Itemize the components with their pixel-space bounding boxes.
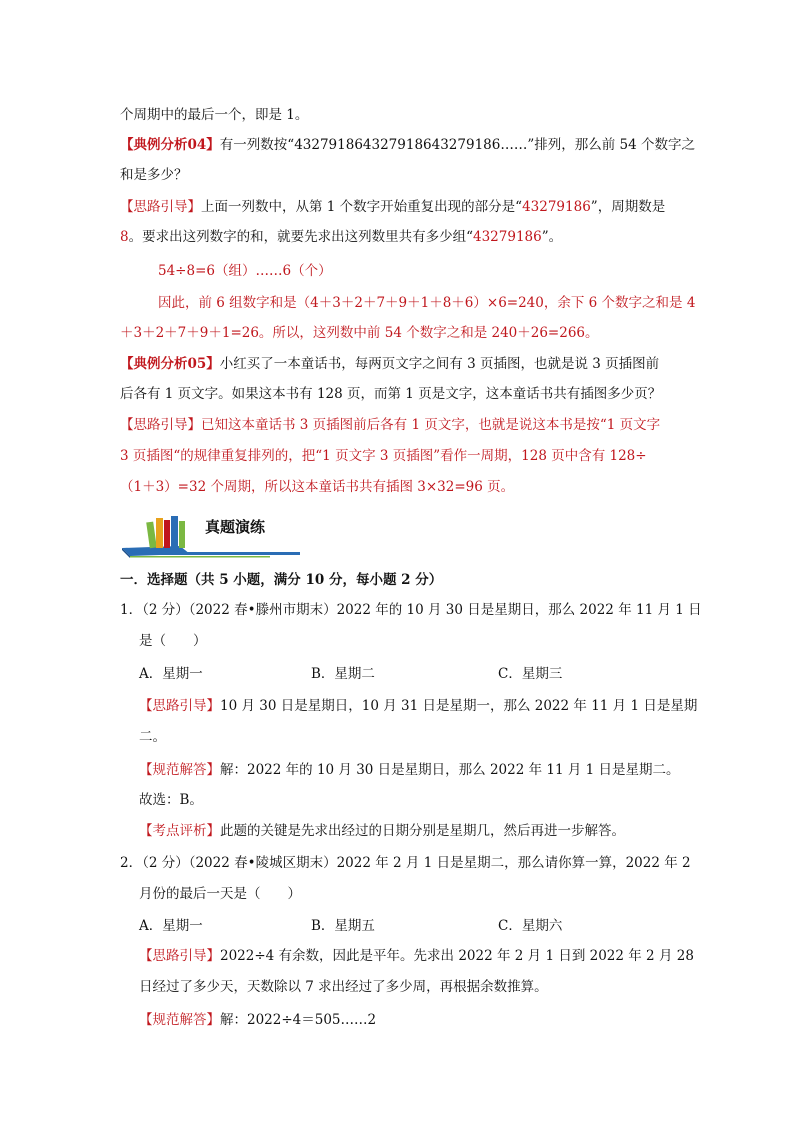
guide-tag: 【思路引导】 <box>120 417 201 433</box>
guide-tag: 【思路引导】 <box>120 199 201 215</box>
q2-answer: 【规范解答】解：2022÷4＝505……2 <box>139 1012 377 1028</box>
q2-option-c: C．星期六 <box>498 918 563 934</box>
q1-guide: 【思路引导】10 月 30 日是星期日，10 月 31 日是星期一，那么 2022 年 11 月 1 日是星期 <box>139 698 698 714</box>
section-title: 真题演练 <box>205 518 266 536</box>
guide-line: （1＋3）=32 个周期，所以这本童话书共有插图 3×32=96 页。 <box>120 479 515 495</box>
example-05-line: 【典例分析05】小红买了一本童话书，每两页文字之间有 3 页插图，也就是说 3 页插图前 <box>120 356 660 372</box>
guide-line: 【思路引导】上面一列数中，从第 1 个数字开始重复出现的部分是“43279186”，周期数是 <box>120 199 666 215</box>
calc-line: 因此，前 6 组数字和是（4＋3＋2＋7＋9＋1＋8＋6）×6=240，余下 6 个数字之和是 4 <box>158 295 696 311</box>
q1-guide: 二。 <box>139 729 166 745</box>
calc-line: 54÷8=6（组）……6（个） <box>158 263 332 279</box>
q1-choice: 故选：B。 <box>139 792 203 808</box>
q2-option-b: B．星期五 <box>311 918 375 934</box>
example-tag: 【典例分析04】 <box>120 137 220 153</box>
guide-line: 【思路引导】已知这本童话书 3 页插图前后各有 1 页文字，也就是说这本书是按“1 页文字 <box>120 417 661 433</box>
text-line: 后各有 1 页文字。如果这本书有 128 页，而第 1 页是文字，这本童话书共有插图多少页？ <box>120 386 662 402</box>
q1-answer: 【规范解答】解：2022 年的 10 月 30 日是星期日，那么 2022 年 11 月 1 日是星期二。 <box>139 762 680 778</box>
q1-option-b: B．星期二 <box>311 666 375 682</box>
example-04-line: 【典例分析04】有一列数按“432791864327918643279186……”排列，那么前 54 个数字之 <box>120 137 695 153</box>
q1-review: 【考点评析】此题的关键是先求出经过的日期分别是星期几，然后再进一步解答。 <box>139 823 625 839</box>
q1-option-a: A．星期一 <box>139 666 203 682</box>
question-2-stem: 月份的最后一天是（ ） <box>139 886 301 902</box>
calc-line: ＋3＋2＋7＋9＋1=26。所以，这列数中前 54 个数字之和是 240＋26=266。 <box>120 325 599 341</box>
q2-guide: 【思路引导】2022÷4 有余数，因此是平年。先求出 2022 年 2 月 1 日到 2022 年 2 月 28 <box>139 948 694 964</box>
question-2-stem: 2．（2 分）（2022 春•陵城区期末）2022 年 2 月 1 日是星期二，那么请你算一算，2022 年 2 <box>120 855 691 871</box>
question-1-stem: 是（ ） <box>139 633 207 649</box>
q2-guide: 日经过了多少天，天数除以 7 求出经过了多少周，再根据余数推算。 <box>139 979 548 995</box>
q1-option-c: C．星期三 <box>498 666 563 682</box>
part-heading: 一．选择题（共 5 小题，满分 10 分，每小题 2 分） <box>120 572 443 588</box>
guide-line: 8。要求出这列数字的和，就要先求出这列数里共有多少组“43279186”。 <box>120 229 563 245</box>
question-1-stem: 1．（2 分）（2022 春•滕州市期末）2022 年的 10 月 30 日是星期日，那么 2022 年 11 月 1 日 <box>120 602 702 618</box>
example-tag: 【典例分析05】 <box>120 356 220 372</box>
text-line: 个周期中的最后一个，即是 1。 <box>120 107 309 123</box>
text-line: 和是多少？ <box>120 167 188 183</box>
q2-option-a: A．星期一 <box>139 918 203 934</box>
guide-line: 3 页插图“的规律重复排列的，把“1 页文字 3 页插图”看作一周期，128 页中含有 128÷ <box>120 448 647 464</box>
